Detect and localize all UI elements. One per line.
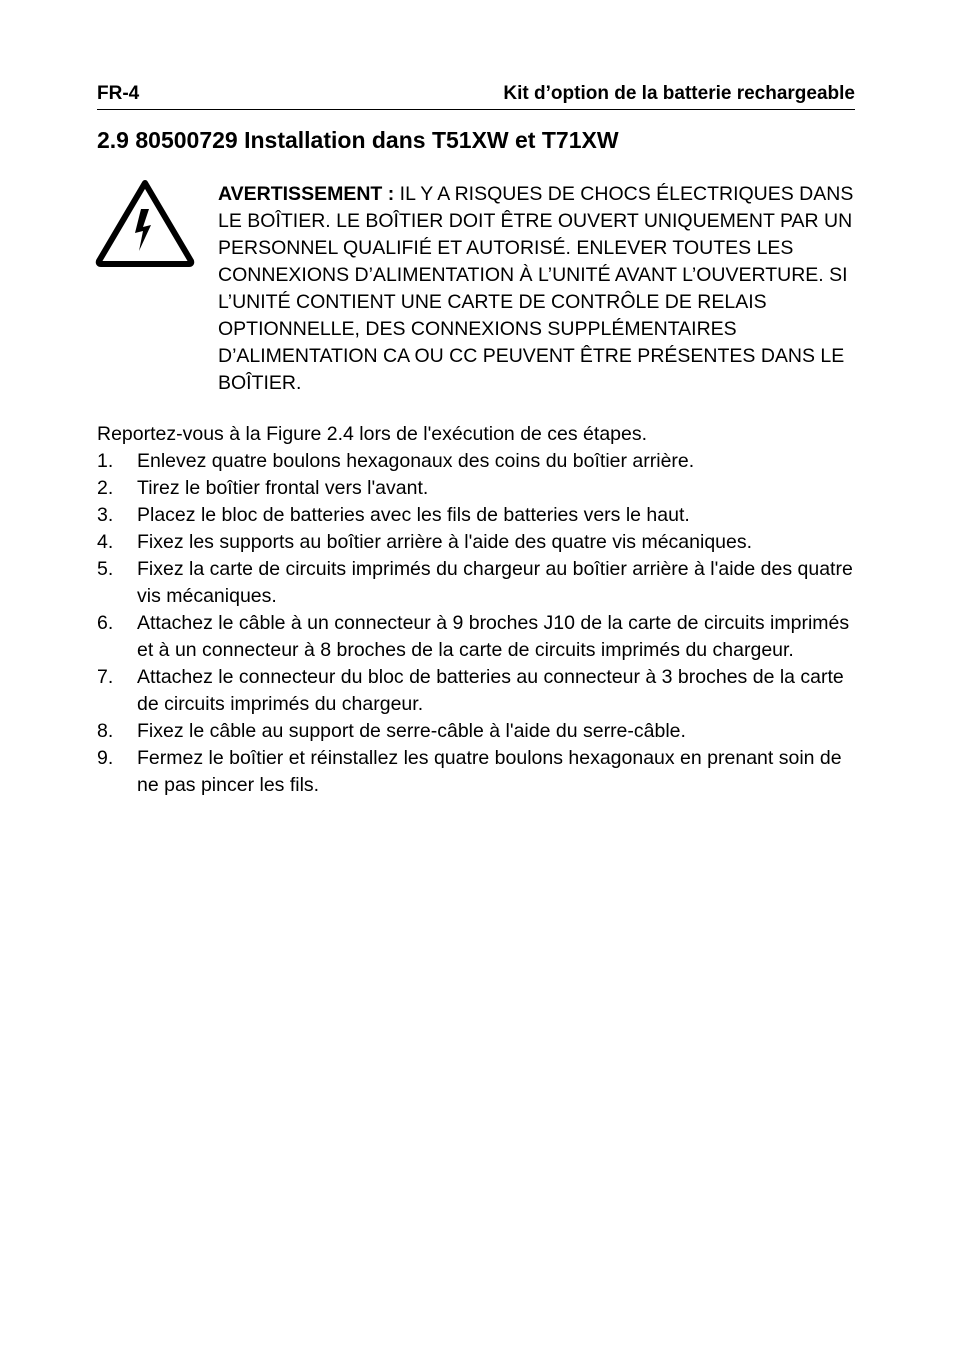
step-number: 2.	[97, 477, 114, 499]
step-text: Fixez la carte de circuits imprimés du chargeur au boîtier arrière à l'aide des quatre vis mécaniques.	[137, 558, 853, 607]
step-text: Fixez les supports au boîtier arrière à l'aide des quatre vis mécaniques.	[137, 531, 753, 553]
warning-message	[218, 181, 858, 397]
step-text: Enlevez quatre boulons hexagonaux des coins du boîtier arrière.	[137, 450, 695, 472]
running-title: Kit d’option de la batterie rechargeable	[503, 83, 855, 104]
list-item	[97, 664, 857, 718]
step-text: Tirez le boîtier frontal vers l'avant.	[137, 477, 429, 499]
step-number: 5.	[97, 558, 114, 580]
list-item	[97, 502, 857, 529]
step-number: 9.	[97, 747, 114, 769]
warning-body: IL Y A RISQUES DE CHOCS ÉLECTRIQUES DANS LE BOÎTIER. LE BOÎTIER DOIT ÊTRE OUVERT UNIQUEMENT PAR UN PERSONNEL QUALIFIÉ ET AUTORISÉ. ENLEVER TOUTES LES CONNEXIONS D’ALIMENTATION À L’UNITÉ AVANT L’OUVERTURE. SI L’UNITÉ CONTIENT UNE CARTE DE CONTRÔLE DE RELAIS OPTIONNELLE, DES CONNEXIONS SUPPLÉMENTAIRES D’ALIMENTATION CA OU CC PEUVENT ÊTRE PRÉSENTES DANS LE BOÎTIER.	[218, 183, 854, 394]
step-number: 4.	[97, 531, 114, 553]
step-text: Attachez le connecteur du bloc de batteries au connecteur à 3 broches de la carte de circuits imprimés du chargeur.	[137, 666, 844, 715]
section-title: 2.9 80500729 Installation dans T51XW et T71XW	[97, 127, 619, 153]
step-text: Fermez le boîtier et réinstallez les quatre boulons hexagonaux en prenant soin de ne pas pincer les fils.	[137, 747, 842, 796]
step-text: Placez le bloc de batteries avec les fils de batteries vers le haut.	[137, 504, 690, 526]
intro-paragraph: Reportez-vous à la Figure 2.4 lors de l'exécution de ces étapes.	[97, 423, 648, 445]
step-number: 8.	[97, 720, 114, 742]
step-text: Fixez le câble au support de serre-câble à l'aide du serre-câble.	[137, 720, 686, 742]
list-item	[97, 745, 857, 799]
step-text: Attachez le câble à un connecteur à 9 broches J10 de la carte de circuits imprimés et à un connecteur à 8 broches de la carte de circuits imprimés du chargeur.	[137, 612, 850, 661]
list-item	[97, 475, 857, 502]
list-item	[97, 448, 857, 475]
page-header	[97, 83, 855, 110]
list-item	[97, 556, 857, 610]
warning-label: AVERTISSEMENT :	[218, 183, 395, 205]
list-item	[97, 610, 857, 664]
step-number: 7.	[97, 666, 114, 688]
steps-list	[97, 448, 857, 799]
list-item	[97, 718, 857, 745]
step-number: 6.	[97, 612, 114, 634]
electric-shock-warning-icon	[95, 179, 195, 267]
page-number: FR-4	[97, 83, 140, 104]
step-number: 3.	[97, 504, 114, 526]
list-item	[97, 529, 857, 556]
step-number: 1.	[97, 450, 114, 472]
